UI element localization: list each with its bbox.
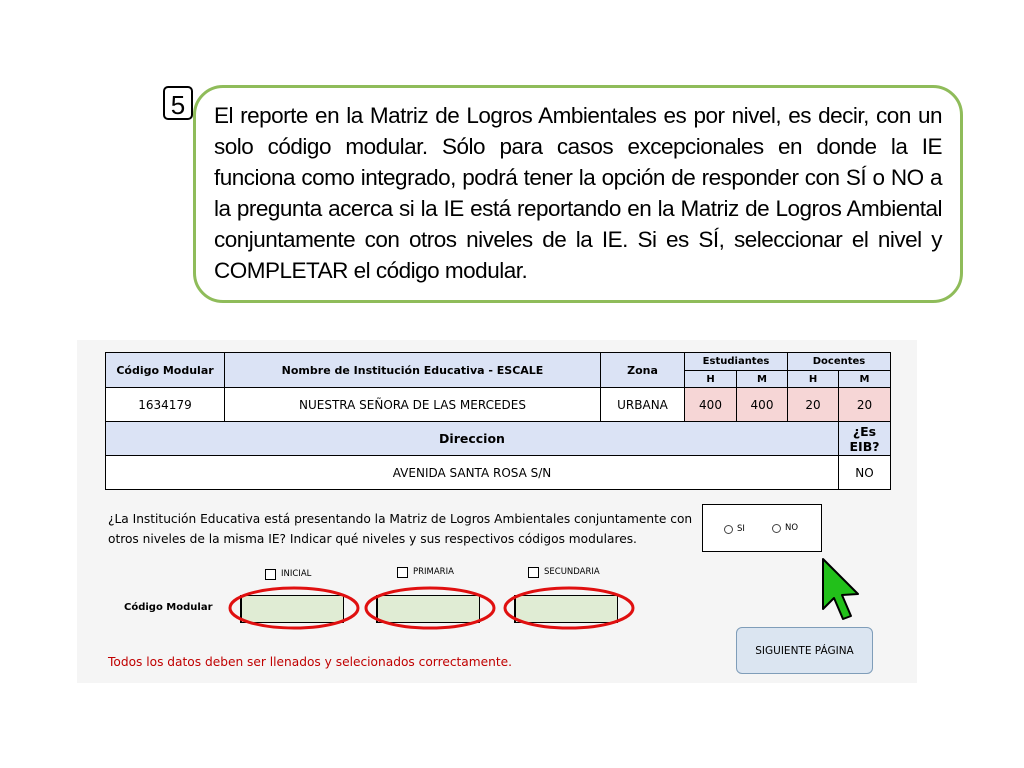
header-doc-m: M bbox=[839, 371, 891, 388]
checkbox-secundaria-label: SECUNDARIA bbox=[544, 567, 600, 577]
checkbox-inicial[interactable] bbox=[265, 569, 276, 580]
validation-warning: Todos los datos deben ser llenados y selecionados correctamente. bbox=[108, 655, 513, 669]
header-direccion: Direccion bbox=[106, 422, 839, 456]
checkbox-primaria[interactable] bbox=[397, 567, 408, 578]
header-codigo-modular: Código Modular bbox=[106, 353, 225, 388]
cell-doc-m: 20 bbox=[839, 388, 891, 422]
header-eib: ¿Es EIB? bbox=[839, 422, 891, 456]
step-number-badge: 5 bbox=[163, 86, 193, 120]
integration-question: ¿La Institución Educativa está presentando la Matriz de Logros Ambientales conjuntamente con otros niveles de la misma IE? Indicar qué niveles y sus respectivos códigos modulares. bbox=[108, 512, 693, 546]
cell-nombre-ie: NUESTRA SEÑORA DE LAS MERCEDES bbox=[225, 388, 601, 422]
cell-codigo-modular: 1634179 bbox=[106, 388, 225, 422]
codigo-secundaria-input[interactable] bbox=[514, 595, 618, 623]
cell-est-h: 400 bbox=[685, 388, 737, 422]
checkbox-secundaria[interactable] bbox=[528, 567, 539, 578]
codigo-primaria-input[interactable] bbox=[376, 595, 480, 623]
header-estudiantes: Estudiantes bbox=[685, 353, 788, 371]
radio-si[interactable] bbox=[724, 525, 733, 534]
header-zona: Zona bbox=[601, 353, 685, 388]
checkbox-primaria-label: PRIMARIA bbox=[413, 567, 454, 577]
header-nombre-ie: Nombre de Institución Educativa - ESCALE bbox=[225, 353, 601, 388]
cell-est-m: 400 bbox=[737, 388, 788, 422]
radio-no[interactable] bbox=[772, 524, 781, 533]
cell-zona: URBANA bbox=[601, 388, 685, 422]
header-doc-h: H bbox=[788, 371, 839, 388]
radio-si-label: SI bbox=[737, 524, 745, 534]
header-est-m: M bbox=[737, 371, 788, 388]
institution-table bbox=[105, 352, 891, 490]
cell-doc-h: 20 bbox=[788, 388, 839, 422]
next-page-button[interactable]: SIGUIENTE PÁGINA bbox=[736, 627, 873, 674]
codigo-inicial-input[interactable] bbox=[240, 595, 344, 623]
si-no-radio-group bbox=[702, 504, 822, 552]
cell-eib: NO bbox=[839, 456, 891, 490]
checkbox-inicial-label: INICIAL bbox=[281, 569, 312, 579]
instruction-text: El reporte en la Matriz de Logros Ambientales es por nivel, es decir, con un solo código modular. Sólo para casos excepcionales en donde la IE funciona como integrado, podrá tener la opción de responder con SÍ o NO a la pregunta acerca si la IE está reportando en la Matriz de Logros Ambiental conjuntamente con otros niveles de la IE. Si es SÍ, seleccionar el nivel y COMPLETAR el código modular. bbox=[214, 103, 942, 283]
radio-no-label: NO bbox=[785, 523, 799, 533]
codigo-modular-label: Código Modular bbox=[124, 602, 213, 613]
cell-direccion: AVENIDA SANTA ROSA S/N bbox=[106, 456, 839, 490]
header-est-h: H bbox=[685, 371, 737, 388]
header-docentes: Docentes bbox=[788, 353, 891, 371]
